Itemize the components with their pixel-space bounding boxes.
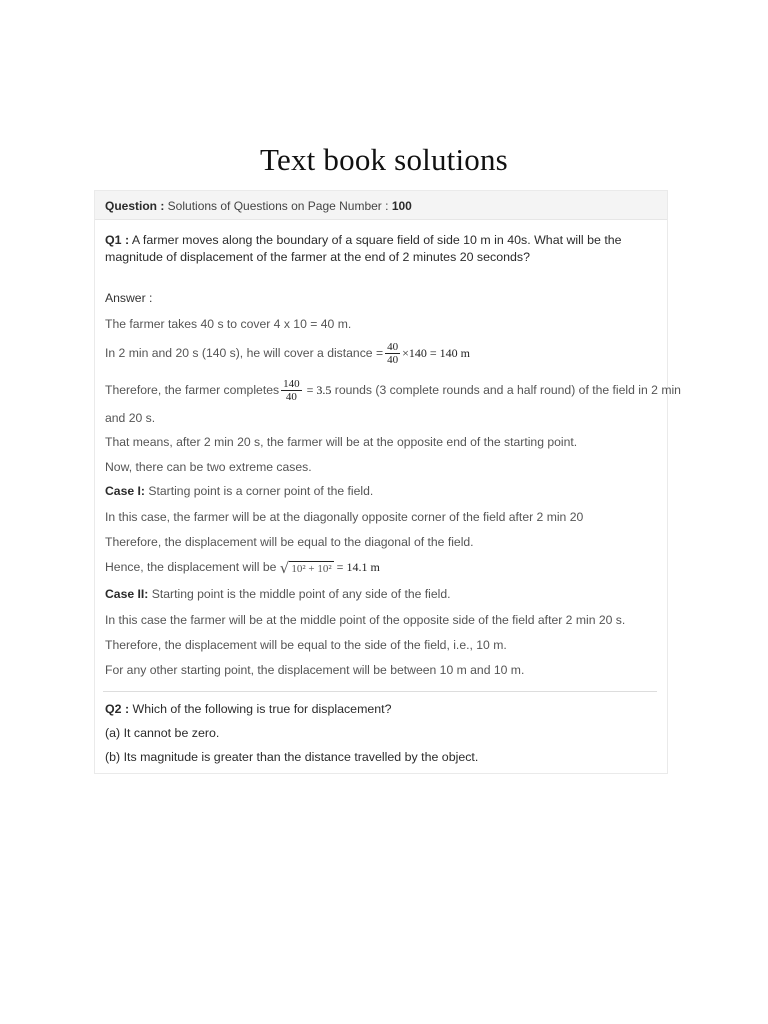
distance-fraction-numerator: 40 bbox=[387, 341, 399, 354]
answer-line-1: The farmer takes 40 s to cover 4 x 10 = 40 m. bbox=[105, 317, 352, 331]
question-divider bbox=[103, 691, 657, 692]
q2-option-a: (a) It cannot be zero. bbox=[105, 726, 220, 740]
q2-option-b: (b) Its magnitude is greater than the distance travelled by the object. bbox=[105, 750, 479, 764]
answer-label: Answer : bbox=[105, 291, 153, 305]
q2-label: Q2 : bbox=[105, 702, 130, 716]
rounds-result: = 3.5 bbox=[303, 383, 332, 397]
question-label: Question : bbox=[105, 199, 165, 213]
answer-line-3 bbox=[105, 377, 681, 403]
question-section-text: Solutions of Questions on Page Number : bbox=[164, 199, 392, 213]
solution-panel bbox=[94, 190, 681, 774]
q1-label: Q1 : bbox=[105, 233, 130, 247]
case-1-label: Case I: bbox=[105, 484, 145, 498]
rounds-description: rounds (3 complete rounds and a half round) of the field in 2 min bbox=[331, 383, 681, 397]
sqrt-radicand: 10² + 10² bbox=[291, 562, 332, 575]
displacement-sqrt bbox=[280, 560, 334, 576]
case-1-line-3 bbox=[105, 555, 380, 579]
q2-text: Which of the following is true for displacement? bbox=[129, 702, 392, 716]
case-2-line-2: Therefore, the displacement will be equal to the side of the field, i.e., 10 m. bbox=[105, 638, 507, 652]
answer-line-5: Now, there can be two extreme cases. bbox=[105, 460, 312, 474]
answer-line-2-text: In 2 min and 20 s (140 s), he will cover a distance = bbox=[105, 346, 384, 360]
distance-fraction bbox=[385, 341, 400, 366]
q2-line bbox=[105, 701, 392, 717]
question-header-line bbox=[105, 198, 412, 214]
rounds-fraction-numerator: 140 bbox=[283, 378, 300, 391]
displacement-result: = 14.1 m bbox=[333, 560, 380, 574]
case-1-line-2: Therefore, the displacement will be equal to the diagonal of the field. bbox=[105, 535, 474, 549]
rounds-fraction-denominator: 40 bbox=[285, 391, 297, 404]
case-2-text: Starting point is the middle point of any side of the field. bbox=[148, 587, 451, 601]
question-header bbox=[95, 191, 667, 220]
page-number: 100 bbox=[391, 199, 412, 213]
case-2-label: Case II: bbox=[105, 587, 149, 601]
case-2-line-3: For any other starting point, the displacement will be between 10 m and 10 m. bbox=[105, 663, 525, 677]
case-1-text: Starting point is a corner point of the field. bbox=[144, 484, 374, 498]
case-2-line-1: In this case the farmer will be at the middle point of the opposite side of the field after 2 min 20 s. bbox=[105, 613, 626, 627]
case-1-heading bbox=[105, 483, 373, 499]
answer-line-4: That means, after 2 min 20 s, the farmer will be at the opposite end of the starting point. bbox=[105, 435, 578, 449]
answer-line-3-continued: and 20 s. bbox=[105, 411, 156, 425]
answer-line-3-text: Therefore, the farmer completes bbox=[105, 383, 280, 397]
q1-line-2: magnitude of displacement of the farmer at the end of 2 minutes 20 seconds? bbox=[105, 250, 530, 264]
sqrt-sign: √ bbox=[279, 558, 290, 577]
case-2-heading bbox=[105, 586, 451, 602]
case-1-line-3-text: Hence, the displacement will be bbox=[105, 560, 277, 574]
answer-line-2 bbox=[105, 340, 470, 366]
distance-fraction-denominator: 40 bbox=[387, 354, 399, 367]
distance-result: ×140 = 140 m bbox=[402, 346, 470, 360]
rounds-fraction bbox=[281, 378, 302, 403]
page-title: Text book solutions bbox=[260, 142, 508, 177]
q1-line-1 bbox=[105, 232, 622, 248]
q1-text-1: A farmer moves along the boundary of a square field of side 10 m in 40s. What will be the bbox=[129, 233, 622, 247]
case-1-line-1: In this case, the farmer will be at the diagonally opposite corner of the field after 2 min 20 bbox=[105, 510, 584, 524]
